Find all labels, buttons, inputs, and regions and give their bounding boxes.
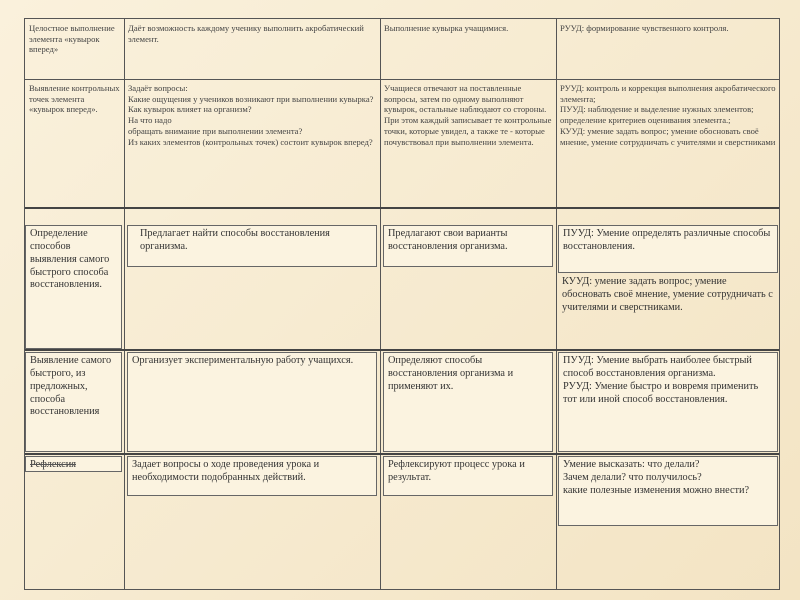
table-cell-uud-extra [558, 274, 778, 348]
row-divider [25, 453, 779, 455]
cell-text: РУУД: формирование чувственного контроля. [560, 23, 729, 33]
cell-text: Умение высказать: что делали? Зачем делали? что получилось? какие полезные изменения можно внести? [563, 459, 750, 496]
cell-text: Целостное выполнение элемента «кувырок вперед» [29, 23, 115, 55]
table-cell-stage [25, 225, 122, 349]
table-cell-students [380, 21, 556, 79]
table-cell-stage [25, 21, 124, 79]
table-cell-teacher [127, 352, 377, 452]
table-cell-uud [556, 21, 780, 79]
cell-text: Выявление самого быстрого, из предложных, способа восстановления [30, 355, 112, 418]
table-cell-students [383, 456, 553, 496]
cell-text: Учащиеся отвечают на поставленные вопросы, затем по одному выполняют кувырок, остальные наблюдают со стороны. При этом каждый записывает те контрольные точки, которые увидел, а также те - которые почувствовал при выполнении элемента. [384, 83, 552, 147]
cell-text: РУУД: контроль и коррекция выполнения акробатического элемента; ПУУД: наблюдение и выделение нужных элементов; определение критериев оценивания элемента.; КУУД: умение задать вопрос; умение обосновать своё мнение, умение сотрудничать с учителями и сверстниками [560, 83, 776, 147]
cell-text: Выполнение кувырка учащимися. [384, 23, 509, 33]
table-cell-students [380, 81, 556, 207]
cell-text: КУУД: умение задать вопрос; умение обосновать своё мнение, умение сотрудничать с учителями и сверстниками. [562, 276, 773, 313]
lesson-table [24, 18, 780, 590]
cell-text: ПУУД: Умение определять различные способы восстановления. [563, 228, 771, 252]
cell-text: Задает вопросы о ходе проведения урока и необходимости подобранных действий. [132, 459, 320, 483]
cell-text: Выявление контрольных точек элемента «кувырок вперед». [29, 83, 120, 115]
cell-text: Определяют способы восстановления организма и применяют их. [388, 355, 514, 392]
cell-text: Задаёт вопросы: Какие ощущения у учеников возникают при выполнении кувырка? Как кувырок влияет на организм? На что надо обращать внимание при выполнении элемента? Из каких элементов (контрольных точек) состоит кувырок вперед? [128, 83, 374, 147]
table-cell-uud [556, 81, 780, 207]
cell-text: Определение способов выявления самого быстрого способа восстановления. [30, 228, 110, 291]
row-divider [25, 349, 779, 351]
table-cell-teacher [124, 81, 380, 207]
row-divider [25, 207, 779, 209]
cell-text: Рефлексируют процесс урока и результат. [388, 459, 525, 483]
table-cell-teacher [127, 225, 377, 267]
table-cell-teacher [124, 21, 380, 79]
cell-text: Даёт возможность каждому ученику выполнить акробатический элемент. [128, 23, 364, 44]
table-cell-teacher [127, 456, 377, 496]
table-cell-uud [558, 456, 778, 526]
table-cell-stage [25, 456, 122, 472]
cell-text: Организует экспериментальную работу учащихся. [132, 355, 354, 366]
table-cell-students [383, 225, 553, 267]
table-cell-stage [25, 352, 122, 452]
table-cell-stage [25, 81, 124, 207]
row-divider [25, 79, 779, 80]
table-cell-uud [558, 225, 778, 273]
cell-text: Предлагает найти способы восстановления организма. [140, 228, 330, 252]
table-cell-students [383, 352, 553, 452]
cell-text: Рефлексия [30, 459, 76, 470]
cell-text: Предлагают свои варианты восстановления организма. [388, 228, 508, 252]
table-cell-uud [558, 352, 778, 452]
cell-text: ПУУД: Умение выбрать наиболее быстрый способ восстановления организма. РУУД: Умение быстро и вовремя применить тот или иной способ восстановления. [563, 355, 759, 405]
